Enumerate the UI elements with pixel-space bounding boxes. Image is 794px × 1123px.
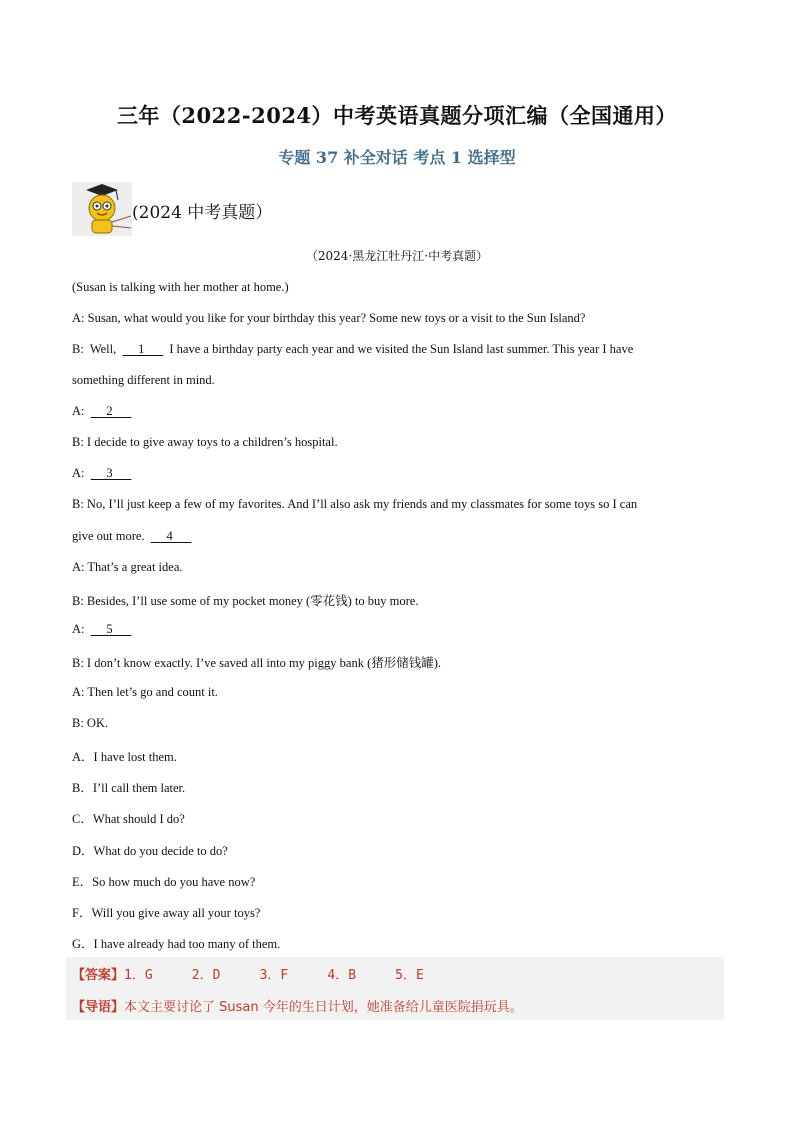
dialogue-line: (Susan is talking with her mother at home.) [72,280,289,294]
dialogue-text: give out more. [72,529,151,543]
option-e: E．So how much do you have now? [72,875,256,889]
answer-line [72,964,424,983]
blank-1: 1 [122,342,164,356]
dialogue-text: A: [72,466,91,480]
dialogue-line: B: OK. [72,716,109,730]
dialogue-text: B: Well, [72,342,123,356]
section-heading: (2024 中考真题） [132,203,273,223]
dialogue-line: A: That’s a great idea. [72,560,183,574]
guide-text: 本文主要讨论了 Susan 今年的生日计划，她准备给儿童医院捐玩具。 [124,1000,523,1015]
option-b: B．I’ll call them later. [72,781,186,795]
dialogue-line: B: I decide to give away toys to a children’s hospital. [72,435,338,449]
blank-2: 2 [90,404,132,418]
answer-tag: 【答案】 [72,968,125,983]
dialogue-text: A: [72,622,91,636]
dialogue-line [72,622,131,637]
dialogue-text: I have a birthday party each year and we visited the Sun Island last summer. This year I have [163,342,634,356]
dialogue-text: A: [72,404,91,418]
page-title: 三年（2022-2024）中考英语真题分项汇编（全国通用） [116,103,678,128]
option-a: A．I have lost them. [72,750,177,764]
guide-line [72,996,523,1015]
blank-5: 5 [90,622,132,636]
dialogue-line: A: Susan, what would you like for your birthday this year? Some new toys or a visit to the Sun Island? [72,311,586,325]
page-subtitle: 专题 37 补全对话 考点 1 选择型 [278,148,516,167]
dialogue-line: B: No, I’ll just keep a few of my favorites. And I’ll also ask my friends and my classmates for some toys so I can [72,497,638,511]
guide-tag: 【导语】 [72,1000,125,1015]
option-f: F．Will you give away all your toys? [72,906,261,920]
dialogue-line [72,404,131,419]
dialogue-line [72,529,191,544]
answer-text: 1．G 2．D 3．F 4．B 5．E [124,968,424,983]
option-g: G．I have already had too many of them. [72,937,281,951]
blank-3: 3 [90,466,132,480]
option-d: D．What do you decide to do? [72,844,228,858]
dialogue-line: something different in mind. [72,373,215,387]
dialogue-line [72,466,131,481]
option-c: C．What should I do? [72,812,185,826]
dialogue-line: B: I don’t know exactly. I’ve saved all into my piggy bank (猪形储钱罐). [72,656,442,670]
question-source: （2024·黑龙江牡丹江·中考真题） [305,249,489,263]
dialogue-line [72,342,633,357]
dialogue-line: B: Besides, I’ll use some of my pocket money (零花钱) to buy more. [72,594,419,608]
blank-4: 4 [150,529,192,543]
scholar-mascot-icon [72,182,132,236]
dialogue-line: A: Then let’s go and count it. [72,685,218,699]
